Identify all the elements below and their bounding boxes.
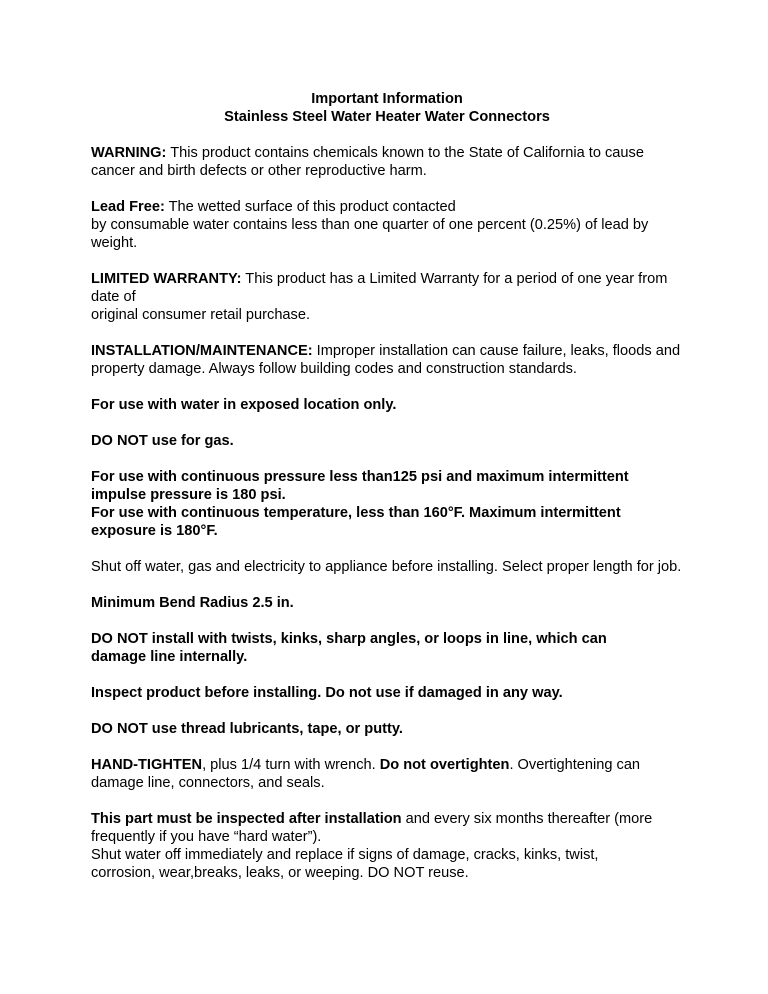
pressure-text: For use with continuous pressure less than125 psi and maximum intermittent impulse pressure is 180 psi. — [91, 469, 629, 503]
installation-text: Improper installation can cause failure, leaks, floods and property damage. Always follow building codes and construction standards. — [91, 343, 681, 377]
hand-tighten-text-1: , plus 1/4 turn with wrench. — [202, 757, 380, 773]
installation-section — [91, 342, 691, 378]
shut-off-section — [91, 558, 691, 576]
overtighten-label: Do not overtighten — [379, 757, 510, 773]
lead-free-text-1: The wetted surface of this product contacted — [164, 199, 456, 215]
hand-tighten-text-2: . Overtightening can damage line, connectors, and seals. — [91, 757, 641, 791]
no-twists-text: DO NOT install with twists, kinks, sharp angles, or loops in line, which can damage line internally. — [91, 631, 607, 665]
no-gas-text: DO NOT use for gas. — [91, 433, 234, 449]
shut-water-paragraph: Shut water off immediately and replace if signs of damage, cracks, kinks, twist, corrosion, wear,breaks, leaks, or weeping. DO NOT reuse. — [91, 847, 599, 881]
inspection-after-label: This part must be inspected after installation — [91, 811, 402, 827]
inspect-section — [91, 684, 691, 702]
document-title — [83, 90, 691, 126]
lead-free-paragraph — [91, 198, 691, 252]
warning-section — [91, 144, 691, 180]
warranty-text-1: This product has a Limited Warranty for a period of one year from date of — [91, 271, 668, 305]
warning-text: This product contains chemicals known to the State of California to cause cancer and birth defects or other reproductive harm. — [91, 145, 644, 179]
hand-tighten-paragraph — [91, 756, 666, 792]
temperature-text: For use with continuous temperature, less than 160°F. Maximum intermittent exposure is 180°F. — [91, 505, 621, 539]
warning-label: WARNING: — [91, 145, 167, 161]
inspection-after-paragraph — [91, 810, 691, 846]
no-lubricants-section — [91, 720, 691, 738]
warranty-text-2: original consumer retail purchase. — [91, 307, 311, 323]
pressure-temperature-section — [91, 468, 691, 540]
exposed-location-text: For use with water in exposed location only. — [91, 397, 397, 413]
lead-free-text-2: by consumable water contains less than one quarter of one percent (0.25%) of lead by weight. — [91, 217, 649, 251]
installation-label: INSTALLATION/MAINTENANCE: — [91, 343, 313, 359]
warranty-section — [91, 270, 691, 324]
bend-radius-section — [91, 594, 691, 612]
no-twists-section — [91, 630, 691, 666]
lead-free-label: Lead Free: — [91, 199, 165, 215]
hand-tighten-label: HAND-TIGHTEN — [91, 757, 203, 773]
no-lubricants-text: DO NOT use thread lubricants, tape, or putty. — [91, 721, 403, 737]
title-line-2: Stainless Steel Water Heater Water Connectors — [224, 109, 550, 125]
document-page — [91, 90, 691, 882]
installation-paragraph — [91, 342, 691, 378]
title-line-1: Important Information — [311, 91, 463, 107]
warranty-label: LIMITED WARRANTY: — [91, 271, 242, 287]
inspection-after-section — [91, 810, 691, 882]
hand-tighten-section — [91, 756, 691, 792]
warranty-paragraph — [91, 270, 671, 324]
exposed-location-section — [91, 396, 691, 414]
no-gas-section — [91, 432, 691, 450]
inspect-text: Inspect product before installing. Do not use if damaged in any way. — [91, 685, 563, 701]
shut-off-text: Shut off water, gas and electricity to appliance before installing. Select proper length for job. — [91, 559, 682, 575]
warning-paragraph — [91, 144, 691, 180]
inspection-after-text-1: and every six months thereafter (more frequently if you have “hard water”). — [91, 811, 653, 845]
bend-radius-text: Minimum Bend Radius 2.5 in. — [91, 595, 294, 611]
lead-free-section — [91, 198, 691, 252]
